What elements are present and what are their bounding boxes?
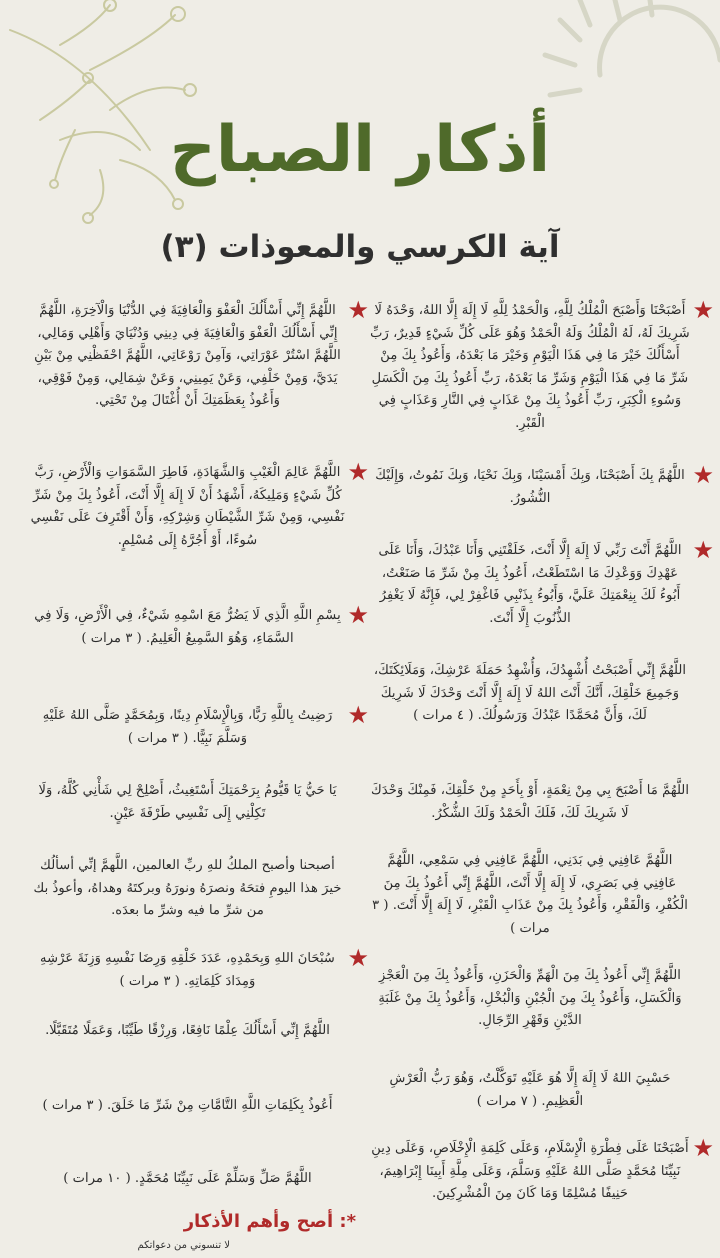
star-icon: ★: [692, 536, 714, 564]
dhikr-item: [370, 780, 690, 825]
dhikr-item: [30, 944, 369, 993]
dhikr-text: اللَّهُمَّ مَا أَصْبَحَ بِي مِنْ نِعْمَةٍ، أَوْ بِأَحَدٍ مِنْ خَلْقِكَ، فَمِنْكَ وَحْدَكَ لَا شَرِيكَ لَكَ، فَلَكَ الْحَمْدُ وَلَكَ الشُّكْرُ.: [371, 783, 689, 821]
dhikr-text: اللَّهُمَّ صَلِّ وَسَلِّمْ عَلَى نَبِيِّنَا مُحَمَّدٍ. ( ١٠ مرات ): [63, 1171, 312, 1186]
star-icon: ★: [347, 701, 369, 729]
dhikr-item: [370, 660, 690, 728]
dhikr-text: أَصْبَحْنَا وَأَصْبَحَ الْمُلْكُ لِلَّهِ، وَالْحَمْدُ لِلَّهِ لَا إِلَهَ إِلَّا اللهُ، وَحْدَهُ لَا شَرِيكَ لَهُ، لَهُ الْمُلْكُ وَلَهُ الْحَمْدُ وَهُوَ عَلَى كُلِّ شَيْءٍ قَدِيرٌ، رَبِّ أَسْأَلُكَ خَيْرَ مَا فِي هَذَا الْيَوْمِ وَخَيْرَ مَا بَعْدَهُ، وَأَعُوذُ بِكَ مِنْ شَرِّ مَا فِي هَذَا الْيَوْمِ وَشَرِّ مَا بَعْدَهُ، رَبِّ أَعُوذُ بِكَ مِنَ الْكَسَلِ وَسُوءِ الْكِبَرِ، رَبِّ أَعُوذُ بِكَ مِنْ عَذَابٍ فِي النَّارِ وَعَذَابٍ فِي الْقَبْرِ.: [370, 303, 690, 431]
dhikr-item: [370, 1068, 690, 1113]
dhikr-item: [370, 461, 714, 510]
dhikr-item: [30, 296, 369, 413]
dhikr-text: اللَّهُمَّ إِنِّي أَعُوذُ بِكَ مِنَ الْهَمِّ وَالْحَزَنِ، وَأَعُوذُ بِكَ مِنَ الْعَجْزِ وَالْكَسَلِ، وَأَعُوذُ بِكَ مِنَ الْجُبْنِ وَالْبُخْلِ، وَأَعُوذُ بِكَ مِنْ غَلَبَةِ الدَّيْنِ وَقَهْرِ الرِّجَالِ.: [378, 968, 682, 1028]
dhikr-text: أصبحنا وأصبح الملكُ للهِ ربِّ العالمين، اللَّهمَّ إنِّي أسألُك خيرَ هذا اليومِ فتحَهُ ونصرَهُ ونورَهُ وبركتَهُ وهداهُ، وأعوذُ بك من شرِّ ما فيه وشرِّ ما بعدَه.: [33, 858, 342, 918]
dhikr-item: [370, 536, 714, 630]
dhikr-text: رَضِيتُ بِاللَّهِ رَبًّا، وَبِالْإِسْلَامِ دِينًا، وَبِمُحَمَّدٍ صَلَّى اللهُ عَلَيْهِ وَسَلَّمَ نَبِيًّا. ( ٣ مرات ): [42, 708, 333, 746]
dhikr-item: [30, 601, 369, 650]
dhikr-item: [370, 965, 690, 1033]
page-title: أذكار الصباح: [169, 113, 551, 187]
dhikr-item: [370, 1134, 714, 1206]
dhikr-text: اللَّهُمَّ بِكَ أَصْبَحْنَا، وَبِكَ أَمْسَيْنَا، وَبِكَ نَحْيَا، وَبِكَ نَمُوتُ، وَإِلَيْكَ النُّشُورُ.: [375, 468, 685, 506]
dhikr-item: [30, 780, 345, 825]
dhikr-item: [30, 1095, 345, 1118]
star-icon: ★: [347, 601, 369, 629]
dhikr-text: أَعُوذُ بِكَلِمَاتِ اللَّهِ التَّامَّاتِ مِنْ شَرِّ مَا خَلَقَ. ( ٣ مرات ): [42, 1098, 333, 1113]
page-subtitle: آية الكرسي والمعوذات (٣): [160, 229, 560, 265]
dhikr-text: اللَّهُمَّ إِنِّي أَصْبَحْتُ أُشْهِدُكَ، وَأُشْهِدُ حَمَلَةَ عَرْشِكَ، وَمَلَائِكَتَكَ، وَجَمِيعَ خَلْقِكَ، أَنَّكَ أَنْتَ اللهُ لَا إِلَهَ إِلَّا أَنْتَ وَحْدَكَ لَا شَرِيكَ لَكَ، وَأَنَّ مُحَمَّدًا عَبْدُكَ وَرَسُولُكَ. ( ٤ مرات ): [373, 663, 687, 723]
dhikr-text: اللَّهُمَّ إِنِّي أَسْأَلُكَ الْعَفْوَ وَالْعَافِيَةَ فِي الدُّنْيَا وَالْآخِرَةِ، اللَّهُمَّ إِنِّي أَسْأَلُكَ الْعَفْوَ وَالْعَافِيَةَ فِي دِينِي وَدُنْيَايَ وَأَهْلِي وَمَالِي، اللَّهُمَّ اسْتُرْ عَوْرَاتِي، وَآمِنْ رَوْعَاتِي، اللَّهُمَّ احْفَظْنِي مِنْ بَيْنِ يَدَيَّ، وَمِنْ خَلْفِي، وَعَنْ يَمِينِي، وَعَنْ شِمَالِي، وَمِنْ فَوْقِي، وَأَعُوذُ بِعَظَمَتِكَ أَنْ أُغْتَالَ مِنْ تَحْتِي.: [34, 303, 341, 408]
dhikr-text: أَصْبَحْنَا عَلَى فِطْرَةِ الْإِسْلَامِ، وَعَلَى كَلِمَةِ الْإِخْلَاصِ، وَعَلَى دِينِ نَبِيِّنَا مُحَمَّدٍ صَلَّى اللهُ عَلَيْهِ وَسَلَّمَ، وَعَلَى مِلَّةِ أَبِينَا إِبْرَاهِيمَ، حَنِيفًا مُسْلِمًا وَمَا كَانَ مِنَ الْمُشْرِكِينَ.: [371, 1141, 689, 1201]
dhikr-text: بِسْمِ اللَّهِ الَّذِي لَا يَضُرُّ مَعَ اسْمِهِ شَيْءٌ، فِي الْأَرْضِ، وَلَا فِي السَّمَاءِ، وَهُوَ السَّمِيعُ الْعَلِيمُ. ( ٣ مرات ): [34, 608, 341, 646]
dhikr-text: اللَّهُمَّ أَنْتَ رَبِّي لَا إِلَهَ إِلَّا أَنْتَ، خَلَقْتَنِي وَأَنَا عَبْدُكَ، وَأَنَا عَلَى عَهْدِكَ وَوَعْدِكَ مَا اسْتَطَعْتُ، أَعُوذُ بِكَ مِنْ شَرِّ مَا صَنَعْتُ، أَبُوءُ لَكَ بِنِعْمَتِكَ عَلَيَّ، وَأَبُوءُ بِذَنْبِي فَاغْفِرْ لِي، فَإِنَّهُ لَا يَغْفِرُ الذُّنُوبَ إِلَّا أَنْتَ.: [378, 543, 682, 626]
dhikr-text: اللَّهُمَّ عَالِمَ الْغَيْبِ وَالشَّهَادَةِ، فَاطِرَ السَّمَوَاتِ وَالْأَرْضِ، رَبَّ كُلِّ شَيْءٍ وَمَلِيكَهُ، أَشْهَدُ أَنْ لَا إِلَهَ إِلَّا أَنْتَ، أَعُوذُ بِكَ مِنْ شَرِّ نَفْسِي، وَمِنْ شَرِّ الشَّيْطَانِ وَشِرْكِهِ، وَأَنْ أَقْتَرِفَ عَلَى نَفْسِي سُوءًا، أَوْ أَجُرَّهُ إِلَى مُسْلِمٍ.: [30, 465, 345, 548]
dhikr-text: اللَّهُمَّ إِنِّي أَسْأَلُكَ عِلْمًا نَافِعًا، وَرِزْقًا طَيِّبًا، وَعَمَلًا مُتَقَبَّلًا.: [45, 1023, 330, 1038]
dhikr-text: اللَّهُمَّ عَافِنِي فِي بَدَنِي، اللَّهُمَّ عَافِنِي فِي سَمْعِي، اللَّهُمَّ عَافِنِي فِي بَصَرِي، لَا إِلَهَ إِلَّا أَنْتَ، اللَّهُمَّ إِنِّي أَعُوذُ بِكَ مِنَ الْكُفْرِ، وَالْفَقْرِ، وَأَعُوذُ بِكَ مِنْ عَذَابِ الْقَبْرِ، لَا إِلَهَ إِلَّا أَنْتَ. ( ٣ مرات ): [372, 853, 688, 936]
dhikr-item: [30, 458, 369, 552]
star-icon: ★: [692, 461, 714, 489]
dhikr-text: يَا حَيُّ يَا قَيُّومُ بِرَحْمَتِكَ أَسْتَغِيثُ، أَصْلِحْ لِي شَأْنِي كُلَّهُ، وَلَا تَكِلْنِي إِلَى نَفْسِي طَرْفَةَ عَيْنٍ.: [38, 783, 337, 821]
dhikr-item: [30, 701, 369, 750]
dhikr-item: [370, 850, 690, 940]
star-icon: ★: [347, 944, 369, 972]
footer-dua-request: لا تنسوني من دعواتكم: [137, 1240, 230, 1251]
dhikr-item: [30, 1168, 345, 1191]
dhikr-item: [30, 855, 345, 923]
footer-note: *: أصح وأهم الأذكار: [183, 1211, 356, 1232]
dhikr-item: [370, 296, 714, 435]
dhikr-text: سُبْحَانَ اللهِ وَبِحَمْدِهِ، عَدَدَ خَلْقِهِ وَرِضَا نَفْسِهِ وَزِنَةَ عَرْشِهِ وَمِدَادَ كَلِمَاتِهِ. ( ٣ مرات ): [40, 951, 335, 989]
star-icon: ★: [347, 458, 369, 486]
star-icon: ★: [692, 296, 714, 324]
dhikr-text: حَسْبِيَ اللهُ لَا إِلَهَ إِلَّا هُوَ عَلَيْهِ تَوَكَّلْتُ، وَهُوَ رَبُّ الْعَرْشِ الْعَظِيمِ. ( ٧ مرات ): [389, 1071, 671, 1109]
star-icon: ★: [692, 1134, 714, 1162]
star-icon: ★: [347, 296, 369, 324]
dhikr-item: [30, 1020, 345, 1043]
